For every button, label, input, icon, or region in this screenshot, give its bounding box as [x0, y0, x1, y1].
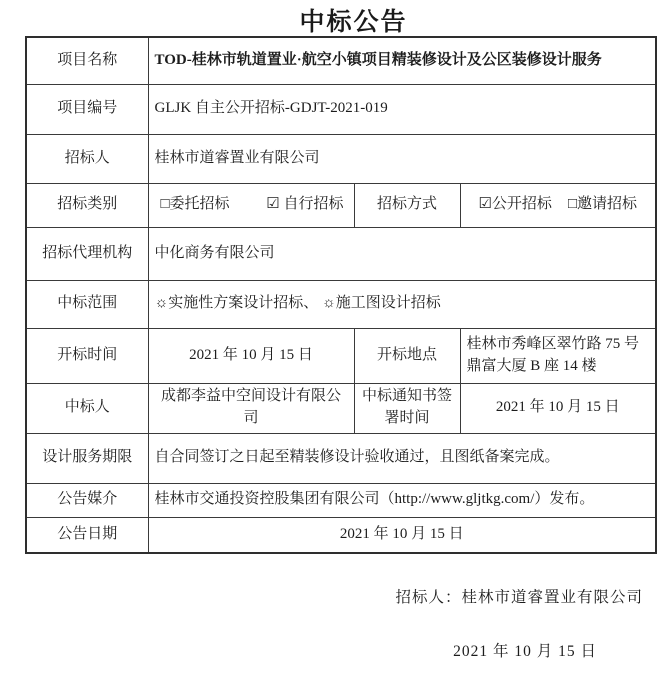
opening-place-label: 开标地点 [354, 328, 460, 383]
agency-value: 中化商务有限公司 [148, 227, 656, 280]
winner-label: 中标人 [26, 383, 148, 433]
opening-time-label: 开标时间 [26, 328, 148, 383]
row-service-period [26, 433, 656, 483]
winner-value: 成都李益中空间设计有限公司 [148, 383, 354, 433]
project-name-value: TOD-桂林市轨道置业·航空小镇项目精装修设计及公区装修设计服务 [148, 37, 656, 84]
row-agency [26, 227, 656, 280]
footer-tenderer-line: 招标人：桂林市道睿置业有限公司 [395, 589, 643, 606]
row-announcement-date [26, 517, 656, 553]
bid-method-options [460, 183, 656, 227]
award-scope-label: 中标范围 [26, 280, 148, 328]
opening-place-value: 桂林市秀峰区翠竹路 75 号鼎富大厦 B 座 14 楼 [460, 328, 656, 383]
opening-time-value: 2021 年 10 月 15 日 [148, 328, 354, 383]
page-title: 中标公告 [299, 9, 408, 36]
award-scope-value: ☼实施性方案设计招标、 ☼施工图设计招标 [148, 280, 656, 328]
announcement-media-label: 公告媒介 [26, 483, 148, 517]
agency-label: 招标代理机构 [26, 227, 148, 280]
bid-category-label: 招标类别 [26, 183, 148, 227]
service-period-value: 自合同签订之日起至精装修设计验收通过，且图纸备案完成。 [148, 433, 656, 483]
project-number-value: GLJK 自主公开招标-GDJT-2021-019 [148, 84, 656, 134]
bid-category-options [148, 183, 354, 227]
service-period-label: 设计服务期限 [26, 433, 148, 483]
bid-method-label: 招标方式 [354, 183, 460, 227]
project-number-label: 项目编号 [26, 84, 148, 134]
row-project-number [26, 84, 656, 134]
row-bid-category [26, 183, 656, 227]
checkbox-option-open-bidding: ☑公开招标 [478, 196, 552, 213]
checkbox-option-self-bidding: ☑ 自行招标 [266, 196, 344, 213]
announcement-date-value: 2021 年 10 月 15 日 [148, 517, 656, 553]
row-tenderer [26, 134, 656, 183]
row-project-name [26, 37, 656, 84]
announcement-table [25, 36, 657, 554]
checkbox-option-entrusted-bidding: □委托招标 [160, 196, 230, 213]
row-announcement-media [26, 483, 656, 517]
row-award-scope [26, 280, 656, 328]
tenderer-label: 招标人 [26, 134, 148, 183]
notice-sign-time-label: 中标通知书签署时间 [354, 383, 460, 433]
announcement-date-label: 公告日期 [26, 517, 148, 553]
announcement-media-value: 桂林市交通投资控股集团有限公司（http://www.gljtkg.com/）发布。 [148, 483, 656, 517]
footer-date-line: 2021 年 10 月 15 日 [453, 643, 597, 660]
project-name-label: 项目名称 [26, 37, 148, 84]
row-opening [26, 328, 656, 383]
notice-sign-time-value: 2021 年 10 月 15 日 [460, 383, 656, 433]
row-winner [26, 383, 656, 433]
tenderer-value: 桂林市道睿置业有限公司 [148, 134, 656, 183]
checkbox-option-invited-bidding: □邀请招标 [567, 196, 637, 213]
